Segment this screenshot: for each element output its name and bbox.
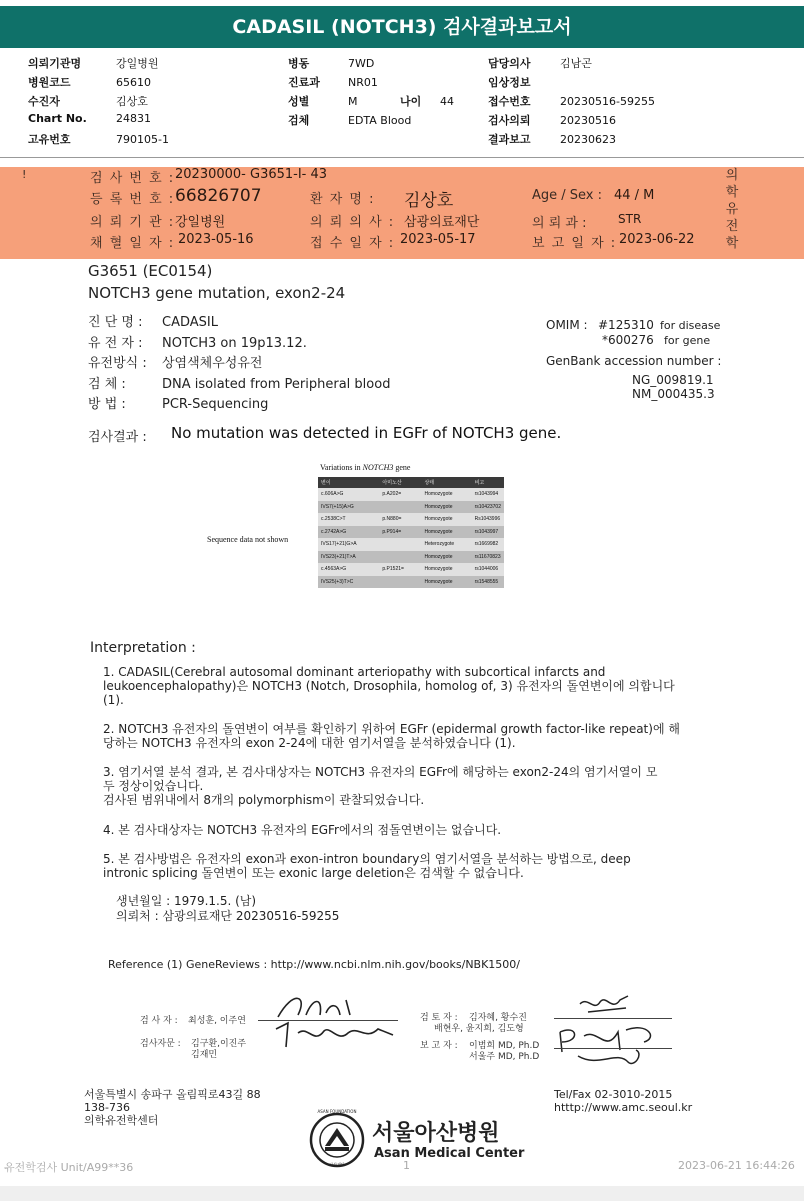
- header-col2: [288, 55, 454, 131]
- genbank-nm: NM_000435.3: [632, 387, 715, 401]
- table-cell: p.P1521=: [379, 563, 421, 576]
- table-row: [318, 538, 504, 551]
- variations-title-suffix: gene: [393, 463, 411, 472]
- page-number: 1: [403, 1159, 410, 1172]
- interp-line: 5. 본 검사방법은 유전자의 exon과 exon-intron boundary의 염기서열을 분석하는 방법으로, deep: [103, 852, 631, 866]
- header-value: 65610: [116, 76, 151, 89]
- footer-contact: [554, 1088, 692, 1114]
- patient-birth: 생년월일 : 1979.1.5. (남): [116, 894, 257, 908]
- detail-label: 유 전 자 :: [88, 335, 143, 351]
- header-label: 진료과: [288, 76, 320, 89]
- detail-label: 방 법 :: [88, 397, 126, 412]
- test-details: [88, 313, 390, 416]
- table-row: [318, 526, 504, 539]
- header-label: 수진자: [28, 95, 60, 108]
- detail-label: 유전방식 :: [88, 356, 147, 371]
- detail-value: DNA isolated from Peripheral blood: [162, 376, 391, 392]
- age-sex: 44 / M: [614, 188, 655, 203]
- table-cell: c.4563A>G: [318, 563, 379, 576]
- interp-line: (1).: [103, 693, 124, 707]
- patient-name: 김상호: [404, 191, 454, 211]
- table-cell: c.2538C>T: [318, 513, 379, 526]
- interpretation-p4: [103, 823, 501, 837]
- table-cell: IVS25(+3)T>C: [318, 576, 379, 589]
- table-row: [318, 501, 504, 514]
- interpretation-p2: [103, 722, 680, 750]
- table-row: [318, 513, 504, 526]
- table-cell: rs11670823: [472, 551, 504, 564]
- table-row: [318, 576, 504, 589]
- result-label: 검사결과 :: [88, 430, 147, 445]
- age-value: 44: [440, 95, 454, 108]
- interp-line: 2. NOTCH3 유전자의 돌연변이 여부를 확인하기 위하여 EGFr (epidermal growth factor-like repeat)에 해: [103, 722, 680, 736]
- table-cell: [379, 576, 421, 589]
- detail-label: 진 단 명 :: [88, 315, 143, 330]
- table-cell: [379, 538, 421, 551]
- bottom-edge: [0, 1186, 804, 1201]
- interp-line: 두 정상이었습니다.: [103, 779, 204, 793]
- header-value: 강일병원: [116, 57, 159, 70]
- table-cell: Homozygote: [421, 551, 471, 564]
- omim-disease: #125310: [598, 318, 654, 332]
- header-label: 검사의뢰: [488, 114, 531, 127]
- print-unit: 유전학검사 Unit/A99**36: [4, 1161, 134, 1174]
- header-value: 20230623: [560, 133, 616, 146]
- table-cell: c.2742A>G: [318, 526, 379, 539]
- req-dept-label: 의 뢰 과 :: [532, 216, 587, 231]
- header-value: NR01: [348, 76, 378, 89]
- detail-label: 검 체 :: [88, 376, 126, 392]
- header-value: 20230516: [560, 114, 616, 127]
- omim-gene: *600276: [602, 333, 654, 347]
- table-cell: p.A202=: [379, 488, 421, 501]
- examiner-label: 검 사 자 :: [140, 1016, 178, 1026]
- advisor-label: 검사자문 :: [140, 1039, 181, 1049]
- header-label: 성별: [288, 95, 310, 108]
- header-value: M: [348, 95, 358, 108]
- interp-line: leukoencephalopathy)은 NOTCH3 (Notch, Drosophila, homolog of, 3) 유전자의 돌연변이에 의합니다: [103, 679, 675, 693]
- draw-date-label: 채 혈 일 자 :: [90, 236, 175, 251]
- table-header: 비고: [472, 477, 504, 488]
- banner-mark: !: [22, 168, 27, 181]
- print-timestamp: 2023-06-21 16:44:26: [678, 1159, 795, 1172]
- omim-label: OMIM :: [546, 318, 588, 332]
- interpretation-p5: [103, 852, 631, 880]
- age-label: 나이: [400, 95, 422, 108]
- genbank-ng: NG_009819.1: [632, 373, 714, 387]
- genbank-label: GenBank accession number :: [546, 354, 722, 368]
- table-cell: Homozygote: [421, 501, 471, 514]
- table-row: [318, 563, 504, 576]
- header-label: 결과보고: [488, 133, 531, 146]
- vertical-char: 전: [725, 219, 739, 234]
- tel-fax: Tel/Fax 02-3010-2015: [554, 1088, 673, 1101]
- reg-no-label: 등 록 번 호 :: [90, 192, 175, 207]
- result-text: No mutation was detected in EGFr of NOTCH3 gene.: [171, 424, 562, 442]
- interpretation-heading: Interpretation :: [90, 640, 196, 656]
- reviewer-names-1: 김자혜, 황수진: [469, 1013, 527, 1023]
- reg-no: 66826707: [175, 186, 262, 206]
- footer-address: [84, 1088, 261, 1127]
- interpretation-p1: [103, 665, 675, 707]
- vertical-char: 학: [725, 185, 739, 200]
- interp-line: 검사된 범위내에서 8개의 polymorphism이 관찰되었습니다.: [103, 793, 425, 807]
- table-cell: rs1669982: [472, 538, 504, 551]
- vertical-char: 의: [725, 168, 739, 183]
- detail-value: PCR-Sequencing: [162, 397, 269, 412]
- signature-line: [258, 1020, 398, 1021]
- header-label: Chart No.: [28, 112, 87, 125]
- req-doc-label: 의 뢰 의 사 :: [310, 215, 395, 230]
- header-value: 24831: [116, 112, 151, 125]
- sequence-note: Sequence data not shown: [207, 535, 289, 544]
- table-header: 아미노산: [379, 477, 421, 488]
- detail-value: 상염색체우성유전: [162, 356, 263, 371]
- interp-line: 3. 염기서열 분석 결과, 본 검사대상자는 NOTCH3 유전자의 EGFr에 해당하는 exon2-24의 염기서열이 모: [103, 765, 658, 779]
- req-doc: 삼광의료재단: [404, 215, 480, 230]
- variations-table: [318, 477, 504, 588]
- interp-line: 4. 본 검사대상자는 NOTCH3 유전자의 EGFr에서의 점돌연변이는 없습니다.: [103, 823, 502, 837]
- table-cell: Rs1043996: [472, 513, 504, 526]
- table-cell: IVS7(+15)A>G: [318, 501, 379, 514]
- header-value: 790105-1: [116, 133, 169, 146]
- address-line: 서울특별시 송파구 올림픽로43길 88: [84, 1088, 261, 1101]
- report-title: CADASIL (NOTCH3) 검사결과보고서: [0, 6, 804, 48]
- table-cell: Homozygote: [421, 513, 471, 526]
- table-header: 변이: [318, 477, 379, 488]
- table-cell: rs10423702: [472, 501, 504, 514]
- test-code: G3651 (EC0154): [88, 262, 213, 280]
- report-date-label: 보 고 일 자 :: [532, 236, 617, 251]
- interp-line: intronic splicing 돌연변이 또는 exonic large deletion은 검색할 수 없습니다.: [103, 866, 524, 880]
- header-label: 임상정보: [488, 76, 531, 89]
- header-label: 고유번호: [28, 133, 71, 146]
- table-cell: Homozygote: [421, 563, 471, 576]
- table-row: [318, 551, 504, 564]
- header-label: 병동: [288, 57, 310, 70]
- table-cell: Homozygote: [421, 526, 471, 539]
- header-value: 20230516-59255: [560, 95, 655, 108]
- signature-line: [554, 1048, 672, 1049]
- logo-ring-top: ASAN FOUNDATION: [317, 1109, 357, 1114]
- exam-no: 20230000- G3651-I- 43: [175, 167, 328, 182]
- interpretation-p3: [103, 765, 657, 807]
- header-label: 담당의사: [488, 57, 531, 70]
- table-cell: rs1044006: [472, 563, 504, 576]
- reviewer-names-2: 배현우, 윤지희, 김도형: [434, 1024, 524, 1034]
- draw-date: 2023-05-16: [178, 232, 254, 247]
- interp-line: 당하는 NOTCH3 유전자의 exon 2-24에 대한 염기서열을 분석하였습니다 (1).: [103, 736, 516, 750]
- header-label: 의뢰기관명: [28, 57, 82, 70]
- table-cell: [379, 501, 421, 514]
- header-label: 접수번호: [488, 95, 531, 108]
- reviewer-signature: [548, 992, 678, 1074]
- header-label: 검체: [288, 114, 310, 127]
- recv-date: 2023-05-17: [400, 232, 476, 247]
- header-divider: [0, 157, 804, 158]
- detail-value: NOTCH3 on 19p13.12.: [162, 335, 307, 351]
- variations-title-gene: NOTCH3: [362, 463, 394, 472]
- table-cell: p.P914=: [379, 526, 421, 539]
- reporter-names-1: 이범희 MD, Ph.D: [469, 1041, 540, 1051]
- table-cell: IVS17(+21)G>A: [318, 538, 379, 551]
- banner-vertical-text: [724, 167, 740, 252]
- table-cell: [379, 551, 421, 564]
- table-cell: rs1043994: [472, 488, 504, 501]
- recv-date-label: 접 수 일 자 :: [310, 236, 395, 251]
- header-col3: [488, 55, 655, 150]
- reporter-names-2: 서울주 MD, Ph.D: [469, 1052, 540, 1062]
- table-cell: Homozygote: [421, 488, 471, 501]
- table-row: [318, 488, 504, 501]
- req-org-label: 의 뢰 기 관 :: [90, 215, 175, 230]
- header-value: 김상호: [116, 95, 148, 108]
- header-col1: [28, 55, 169, 150]
- asan-foundation-logo: [309, 1112, 365, 1168]
- age-sex-label: Age / Sex :: [532, 188, 603, 203]
- test-name: NOTCH3 gene mutation, exon2-24: [88, 284, 346, 302]
- header-value: 김남곤: [560, 57, 592, 70]
- table-header-row: [318, 477, 504, 488]
- req-dept: STR: [618, 212, 642, 226]
- table-cell: IVS23(+21)T>A: [318, 551, 379, 564]
- address-line: 138-736: [84, 1101, 130, 1114]
- hospital-url: htttp://www.amc.seoul.kr: [554, 1101, 693, 1114]
- hospital-name-ko: 서울아산병원: [372, 1121, 500, 1146]
- omim-block: [546, 318, 721, 401]
- variations-title-prefix: Variations in: [320, 463, 363, 472]
- table-header: 상태: [421, 477, 471, 488]
- omim-disease-note: for disease: [660, 319, 721, 332]
- variations-title: [320, 463, 410, 472]
- reference: Reference (1) GeneReviews : http://www.ncbi.nlm.nih.gov/books/NBK1500/: [108, 958, 521, 971]
- detail-value: CADASIL: [162, 315, 218, 330]
- interp-line: 1. CADASIL(Cerebral autosomal dominant arteriopathy with subcortical infarcts and: [103, 665, 606, 679]
- table-cell: c.606A>G: [318, 488, 379, 501]
- hospital-name-en: Asan Medical Center: [374, 1146, 525, 1161]
- omim-gene-note: for gene: [664, 334, 711, 347]
- table-cell: p.N880=: [379, 513, 421, 526]
- requester: 의뢰처 : 삼광의료재단 20230516-59255: [116, 909, 340, 923]
- table-cell: Heterozygote: [421, 538, 471, 551]
- header-label: 병원코드: [28, 76, 71, 89]
- advisor-names-1: 김구환,이진주: [191, 1039, 247, 1049]
- patient-label: 환 자 명 :: [310, 192, 375, 207]
- logo-ring-bottom: 아산재단: [329, 1162, 345, 1167]
- req-org: 강일병원: [175, 215, 226, 230]
- table-cell: rs1548555: [472, 576, 504, 589]
- reviewer-label: 검 토 자 :: [420, 1013, 458, 1023]
- signature-line: [554, 1018, 672, 1019]
- advisor-names-2: 김재민: [191, 1050, 218, 1060]
- report-date: 2023-06-22: [619, 232, 695, 247]
- table-cell: rs1043997: [472, 526, 504, 539]
- address-line: 의학유전학센터: [84, 1114, 159, 1127]
- examiner-names: 최성훈, 이주연: [188, 1016, 246, 1026]
- header-value: EDTA Blood: [348, 114, 412, 127]
- table-cell: Homozygote: [421, 576, 471, 589]
- header-value: 7WD: [348, 57, 375, 70]
- reporter-label: 보 고 자 :: [420, 1041, 458, 1051]
- vertical-char: 학: [725, 236, 739, 251]
- vertical-char: 유: [725, 202, 739, 217]
- exam-no-label: 검 사 번 호 :: [90, 171, 175, 186]
